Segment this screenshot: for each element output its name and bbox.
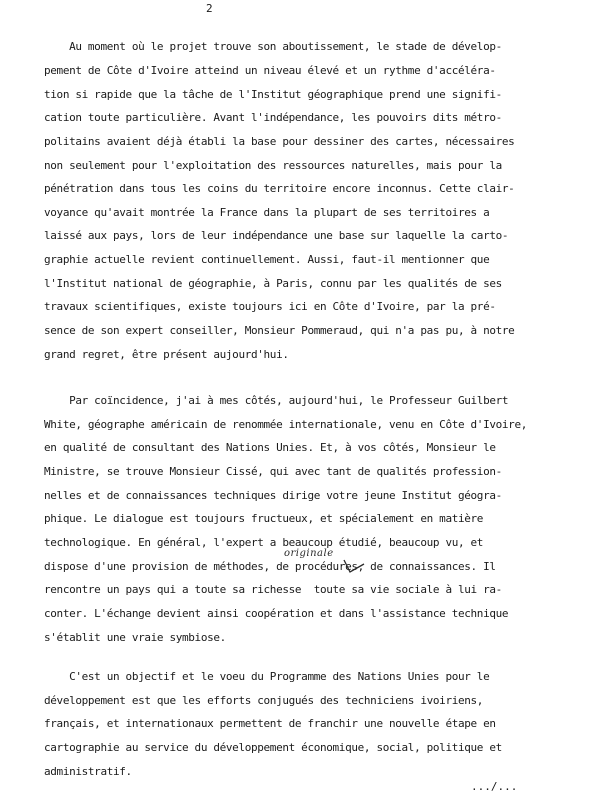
paragraph-1-line: Au moment où le projet trouve son aboutissement, le stade de dévelop- bbox=[44, 40, 502, 53]
paragraph-3-line: C'est un objectif et le voeu du Programme des Nations Unies pour le bbox=[44, 670, 490, 683]
page-number: 2 bbox=[206, 2, 213, 15]
paragraph-2-line: White, géographe américain de renommée internationale, venu en Côte d'Ivoire, bbox=[44, 418, 527, 431]
paragraph-1-line: travaux scientifiques, existe toujours ici en Côte d'Ivoire, par la pré- bbox=[44, 300, 496, 313]
paragraph-2-line: rencontre un pays qui a toute sa richesse toute sa vie sociale à lui ra- bbox=[44, 583, 502, 596]
paragraph-2-line: conter. L'échange devient ainsi coopération et dans l'assistance technique bbox=[44, 607, 509, 620]
paragraph-1-line: pénétration dans tous les coins du territoire encore inconnus. Cette clair- bbox=[44, 182, 515, 195]
paragraph-1-line: laissé aux pays, lors de leur indépendance une base sur laquelle la carto- bbox=[44, 229, 509, 242]
paragraph-3-line: cartographie au service du développement économique, social, politique et bbox=[44, 741, 502, 754]
insertion-caret-icon bbox=[342, 558, 366, 574]
paragraph-1-line: cation toute particulière. Avant l'indépendance, les pouvoirs dits métro- bbox=[44, 111, 502, 124]
paragraph-1-line: sence de son expert conseiller, Monsieur Pommeraud, qui n'a pas pu, à notre bbox=[44, 324, 515, 337]
handwritten-insertion: originale bbox=[284, 548, 334, 559]
paragraph-2-line: dispose d'une provision de méthodes, de procédures, de connaissances. Il bbox=[44, 560, 496, 573]
paragraph-1-line: voyance qu'avait montrée la France dans la plupart de ses territoires a bbox=[44, 206, 490, 219]
paragraph-2-line: phique. Le dialogue est toujours fructueux, et spécialement en matière bbox=[44, 512, 484, 525]
paragraph-3-line: développement est que les efforts conjugués des techniciens ivoiriens, bbox=[44, 694, 484, 707]
paragraph-2-line: Par coïncidence, j'ai à mes côtés, aujourd'hui, le Professeur Guilbert bbox=[44, 394, 509, 407]
paragraph-3-line: français, et internationaux permettent de franchir une nouvelle étape en bbox=[44, 717, 496, 730]
paragraph-2-line: nelles et de connaissances techniques dirige votre jeune Institut géogra- bbox=[44, 489, 502, 502]
paragraph-2-line: technologique. En général, l'expert a beaucoup étudié, beaucoup vu, et bbox=[44, 536, 484, 549]
paragraph-1-line: non seulement pour l'exploitation des ressources naturelles, mais pour la bbox=[44, 159, 502, 172]
paragraph-2-line: Ministre, se trouve Monsieur Cissé, qui avec tant de qualités profession- bbox=[44, 465, 502, 478]
paragraph-3-line: administratif. bbox=[44, 765, 132, 778]
paragraph-1-line: grand regret, être présent aujourd'hui. bbox=[44, 348, 289, 361]
paragraph-1-line: l'Institut national de géographie, à Paris, connu par les qualités de ses bbox=[44, 277, 502, 290]
paragraph-1-line: politains avaient déjà établi la base pour dessiner des cartes, nécessaires bbox=[44, 135, 515, 148]
paragraph-1-line: tion si rapide que la tâche de l'Institut géographique prend une signifi- bbox=[44, 88, 502, 101]
continuation-marker: .../... bbox=[471, 780, 518, 793]
paragraph-2-line: en qualité de consultant des Nations Unies. Et, à vos côtés, Monsieur le bbox=[44, 441, 496, 454]
paragraph-1-line: graphie actuelle revient continuellement. Aussi, faut-il mentionner que bbox=[44, 253, 490, 266]
paragraph-1-line: pement de Côte d'Ivoire atteind un niveau élevé et un rythme d'accéléra- bbox=[44, 64, 496, 77]
paragraph-2-line: s'établit une vraie symbiose. bbox=[44, 631, 226, 644]
